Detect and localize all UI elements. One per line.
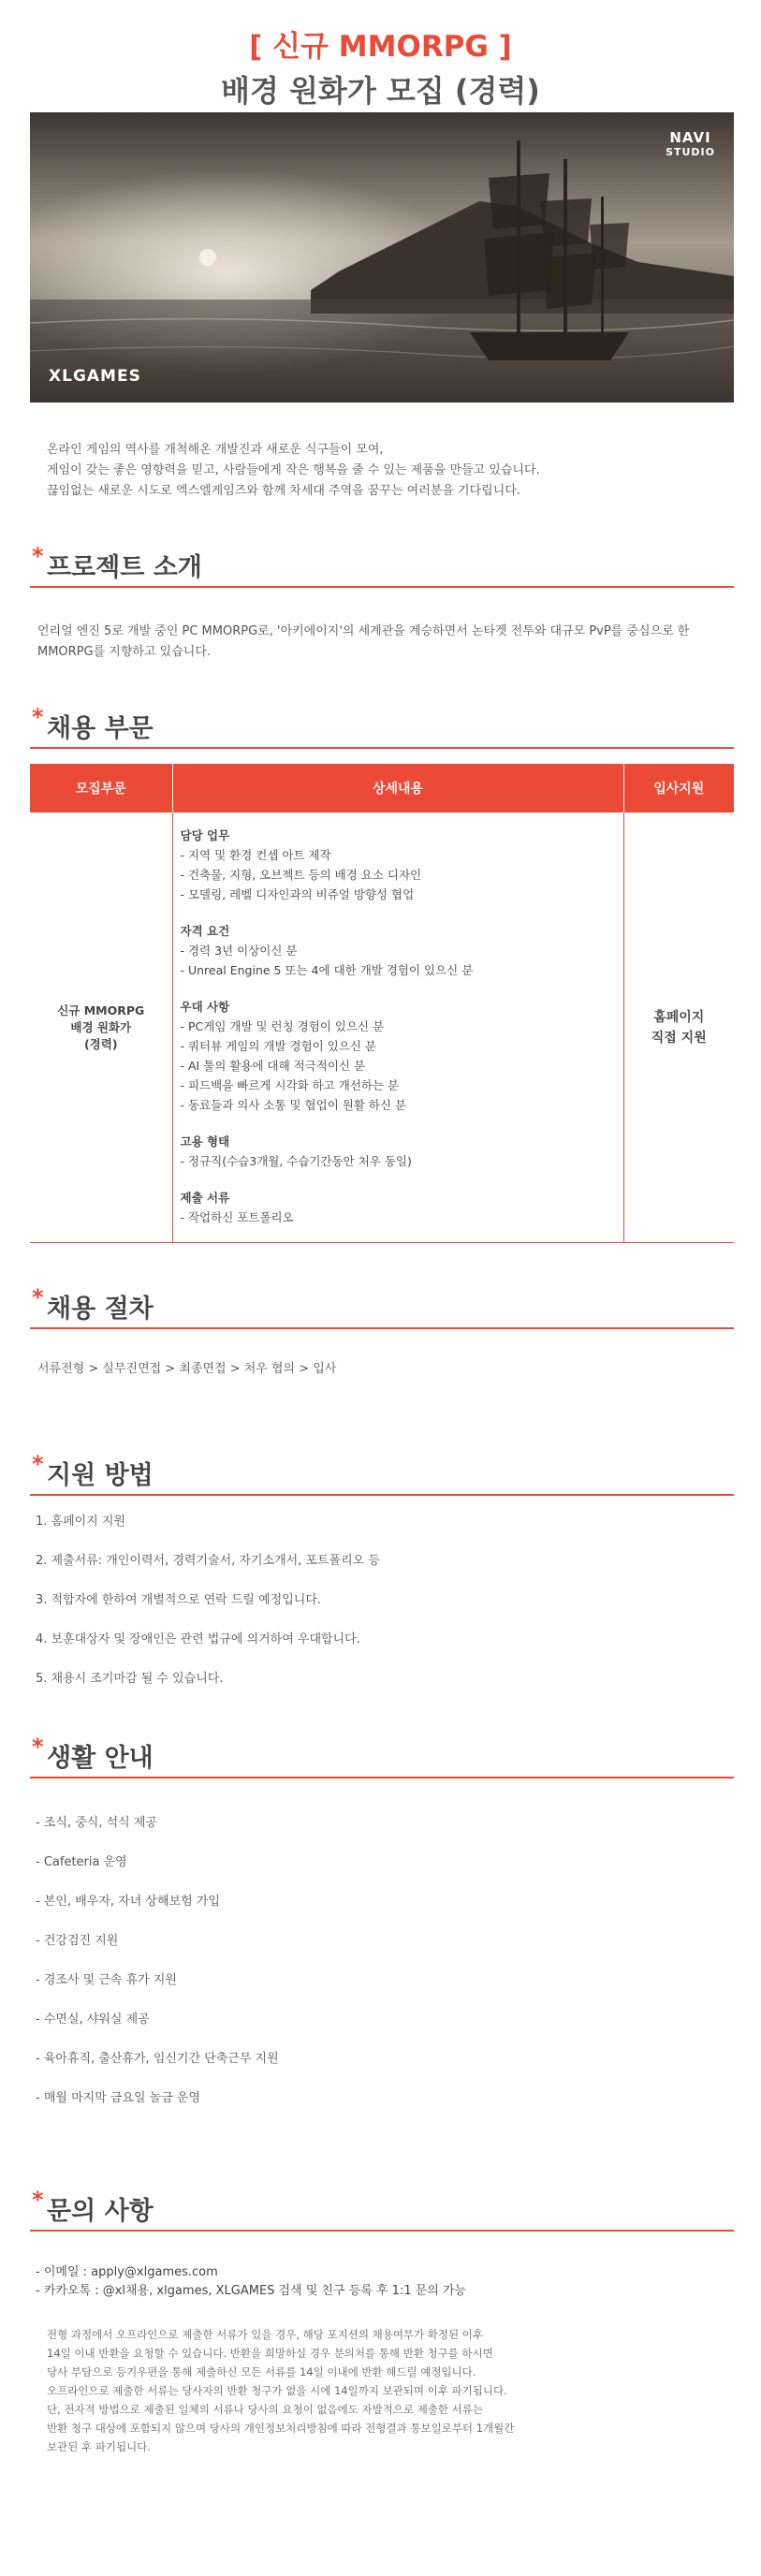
asterisk-icon: * <box>32 2187 44 2213</box>
asterisk-icon: * <box>32 704 44 730</box>
asterisk-icon: * <box>32 1284 44 1310</box>
intro-line: 끊임없는 새로운 시도로 엑스엘게임즈와 함께 차세대 주역을 꿈꾸는 여러분을 기다립니다. <box>47 484 520 498</box>
list-item: - 수면실, 샤워실 제공 <box>36 2012 150 2027</box>
block-item: - 경력 3년 이상이신 분 <box>180 944 298 958</box>
asterisk-icon: * <box>32 1451 44 1477</box>
process-steps: 서류전형 > 실무진면접 > 최종면접 > 처우 협의 > 입사 <box>37 1362 337 1376</box>
studio-name-line1: NAVI <box>669 129 711 146</box>
detail-block-employment <box>181 1132 616 1171</box>
notice-line: 단, 전자적 방법으로 제출된 일체의 서류나 당사의 요청이 없음에도 자발적으로 제출한 서류는 <box>47 2403 484 2416</box>
list-item: - 경조사 및 근속 휴가 지원 <box>36 1973 177 1987</box>
life-list <box>36 1814 728 2129</box>
position-name: 신규 MMORPG 배경 원화가 (경력) <box>57 1003 145 1051</box>
block-title: 제출 서류 <box>180 1191 230 1205</box>
howto-list <box>36 1513 728 1709</box>
intro-text <box>47 440 721 502</box>
block-item: - 작업하신 포트폴리오 <box>180 1210 294 1224</box>
detail-block-duties <box>181 826 616 904</box>
position-cell <box>30 812 172 1243</box>
list-item: 5. 채용시 조기마감 될 수 있습니다. <box>36 1672 224 1686</box>
notice-line: 오프라인으로 제출한 서류는 당사자의 반환 청구가 없을 시에 14일까지 보관되며 이후 파기됩니다. <box>47 2384 507 2397</box>
section-title: 프로젝트 소개 <box>47 553 202 582</box>
section-title: 채용 절차 <box>47 1295 154 1324</box>
block-item: - AI 툴의 활용에 대해 적극적이신 분 <box>180 1059 366 1073</box>
hero-banner <box>30 112 734 402</box>
posting-tag: [ 신규 MMORPG ] <box>249 30 512 64</box>
block-title: 담당 업무 <box>180 828 230 842</box>
block-item: - Unreal Engine 5 또는 4에 대한 개발 경험이 있으신 분 <box>180 963 474 977</box>
section-process-heading <box>30 1284 734 1329</box>
list-item: - 육아휴직, 출산휴가, 임신기간 단축근무 지원 <box>36 2052 279 2066</box>
block-item: - 쿼터뷰 게임의 개발 경험이 있으신 분 <box>180 1039 376 1053</box>
block-item: - 모델링, 레벨 디자인과의 비쥬얼 방향성 협업 <box>180 887 415 901</box>
detail-block-documents <box>181 1188 616 1227</box>
block-title: 우대 사항 <box>180 1000 230 1014</box>
column-header-detail: 상세내용 <box>172 764 623 812</box>
detail-block-requirements <box>181 921 616 980</box>
asterisk-icon: * <box>32 543 44 569</box>
detail-block-preferred <box>181 997 616 1115</box>
list-item: - 본인, 배우자, 자녀 상해보험 가입 <box>36 1895 220 1909</box>
block-item: - 건축물, 지형, 오브젝트 등의 배경 요소 디자인 <box>180 868 422 882</box>
section-howto-heading <box>30 1451 734 1496</box>
notice-line: 전형 과정에서 오프라인으로 제출한 서류가 있을 경우, 해당 포지션의 채용여부가 확정된 이후 <box>47 2328 484 2341</box>
list-item: - 매월 마지막 금요일 놀금 운영 <box>36 2091 201 2105</box>
list-item: 4. 보훈대상자 및 장애인은 관련 법규에 의거하여 우대합니다. <box>36 1632 360 1647</box>
section-project-heading <box>30 543 734 588</box>
contact-list <box>36 2263 728 2301</box>
notice-line: 반환 청구 대상에 포함되지 않으며 당사의 개인정보처리방침에 따라 전형결과 통보일로부터 1개월간 <box>47 2422 515 2435</box>
block-item: - 동료들과 의사 소통 및 협업이 원활 하신 분 <box>180 1098 407 1112</box>
list-item: - 조식, 중식, 석식 제공 <box>36 1816 157 1830</box>
intro-line: 게임이 갖는 좋은 영향력을 믿고, 사람들에게 작은 행복을 줄 수 있는 제품을 만들고 있습니다. <box>47 463 540 477</box>
list-item: 3. 적합자에 한하여 개별적으로 연락 드릴 예정입니다. <box>36 1593 322 1607</box>
section-recruit-heading <box>30 704 734 749</box>
notice-line: 당사 부담으로 등기우편을 통해 제출하신 모든 서류를 14일 이내에 반환 해드릴 예정입니다. <box>47 2365 476 2378</box>
column-header-position: 모집부문 <box>30 764 172 812</box>
page-title: 배경 원화가 모집 (경력) <box>221 73 540 109</box>
document-return-notice <box>47 2325 702 2456</box>
block-item: - 피드백을 빠르게 시각화 하고 개선하는 분 <box>180 1078 400 1092</box>
list-item: - Cafeteria 운영 <box>36 1855 127 1869</box>
block-title: 자격 요건 <box>180 924 230 938</box>
project-description: 언리얼 엔진 5로 개발 중인 PC MMORPG로, '아키에이지'의 세계관을 계승하면서 논타겟 전투와 대규모 PvP를 중심으로 한 MMORPG를 지향하고 있습니다. <box>37 624 690 659</box>
section-title: 문의 사항 <box>47 2197 154 2226</box>
detail-cell <box>172 812 623 1243</box>
xlgames-logo: XLGAMES <box>49 367 141 386</box>
list-item: - 건강검진 지원 <box>36 1934 119 1948</box>
notice-line: 14일 이내 반환을 요청할 수 있습니다. 반환을 희망하실 경우 분의처를 통해 반환 청구를 하시면 <box>47 2347 493 2360</box>
apply-cell <box>623 812 734 1243</box>
list-item: 2. 제출서류: 개인이력서, 경력기술서, 자기소개서, 포트폴리오 등 <box>36 1554 380 1568</box>
apply-method: 홈페이지 직접 지원 <box>651 1009 707 1046</box>
navi-studio-logo <box>666 131 715 157</box>
notice-line: 보관된 후 파기됩니다. <box>47 2440 151 2453</box>
section-title: 생활 안내 <box>47 1744 154 1773</box>
table-row <box>30 812 734 1243</box>
block-item: - 지역 및 환경 컨셉 아트 제작 <box>180 848 331 862</box>
section-contact-heading <box>30 2187 734 2232</box>
contact-email: - 이메일 : apply@xlgames.com <box>36 2265 218 2279</box>
asterisk-icon: * <box>32 1734 44 1760</box>
block-item: - 정규직(수습3개월, 수습기간동안 처우 동일) <box>180 1154 412 1168</box>
block-title: 고용 형태 <box>180 1134 230 1149</box>
studio-name-line2: STUDIO <box>666 146 715 158</box>
section-title: 지원 방법 <box>47 1461 154 1490</box>
section-title: 채용 부문 <box>47 714 154 743</box>
section-life-heading <box>30 1734 734 1778</box>
recruit-table <box>30 764 734 1243</box>
hero-image <box>30 112 734 402</box>
list-item: 1. 홈페이지 지원 <box>36 1515 126 1529</box>
contact-kakaotalk: - 카카오톡 : @xl채용, xlgames, XLGAMES 검색 및 친구 등록 후 1:1 문의 가능 <box>36 2284 467 2298</box>
block-item: - PC게임 개발 및 런칭 경험이 있으신 분 <box>180 1019 385 1033</box>
intro-line: 온라인 게임의 역사를 개척해온 개발진과 새로운 식구들이 모여, <box>47 443 384 457</box>
column-header-apply: 입사지원 <box>623 764 734 812</box>
